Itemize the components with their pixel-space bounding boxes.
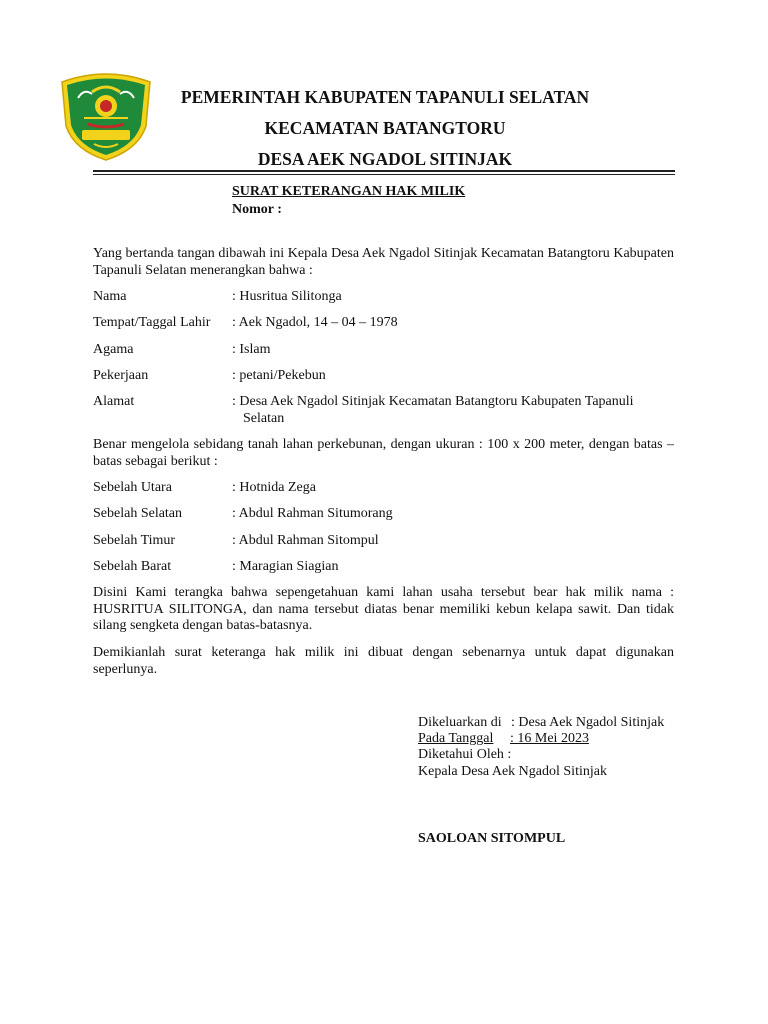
village-title: DESA AEK NGADOL SITINJAK xyxy=(257,149,513,169)
government-title: PEMERINTAH KABUPATEN TAPANULI SELATAN xyxy=(180,87,590,107)
birth-label: Tempat/Taggal Lahir xyxy=(93,315,211,330)
signer-position: Kepala Desa Aek Ngadol Sitinjak xyxy=(418,764,607,779)
address-value: : Desa Aek Ngadol Sitinjak Kecamatan Batangtoru Kabupaten Tapanuli xyxy=(232,394,634,409)
occupation-value: : petani/Pekebun xyxy=(232,368,326,383)
occupation-label: Pekerjaan xyxy=(93,368,149,383)
header-divider-thick xyxy=(93,170,675,172)
border-south-value: : Abdul Rahman Situmorang xyxy=(232,506,393,521)
birth-value: : Aek Ngadol, 14 – 04 – 1978 xyxy=(232,315,398,330)
religion-value: : Islam xyxy=(232,342,271,357)
issue-date-label: Pada Tanggal xyxy=(418,731,494,746)
letter-title: SURAT KETERANGAN HAK MILIK xyxy=(232,184,466,199)
border-north-label: Sebelah Utara xyxy=(93,480,172,495)
border-west-value: : Maragian Siagian xyxy=(232,559,339,574)
closing-paragraph: Demikianlah surat keteranga hak milik ini dibuat dengan sebenarnya untuk dapat digunakan seperlunya. xyxy=(93,645,674,677)
intro-paragraph: Yang bertanda tangan dibawah ini Kepala Desa Aek Ngadol Sitinjak Kecamatan Batangtoru Kabupaten Tapanuli Selatan menerangkan bahwa : xyxy=(93,246,674,278)
name-label: Nama xyxy=(93,289,127,304)
issued-place-label: Dikeluarkan di xyxy=(418,715,502,730)
border-east-label: Sebelah Timur xyxy=(93,533,176,548)
letter-number-label: Nomor : xyxy=(232,202,282,217)
statement-paragraph: Disini Kami terangka bahwa sepengetahuan kami lahan usaha tersebut bear hak milik nama : HUSRITUA SILITONGA, dan nama tersebut diatas benar memiliki kebun kelapa sawit. Dan tidak silang sengketa dengan batas-batasnya. xyxy=(93,585,674,633)
land-paragraph: Benar mengelola sebidang tanah lahan perkebunan, dengan ukuran : 100 x 200 meter, dengan batas – batas sebagai berikut : xyxy=(93,437,674,469)
district-title: KECAMATAN BATANGTORU xyxy=(264,118,506,138)
address-label: Alamat xyxy=(93,394,135,409)
signer-name: SAOLOAN SITOMPUL xyxy=(418,831,566,846)
border-west-label: Sebelah Barat xyxy=(93,559,172,574)
name-value: : Husritua Silitonga xyxy=(232,289,342,304)
issue-date-value: : 16 Mei 2023 xyxy=(510,731,589,746)
issued-place-value: : Desa Aek Ngadol Sitinjak xyxy=(511,715,665,730)
header-divider-thin xyxy=(93,174,675,175)
religion-label: Agama xyxy=(93,342,134,357)
border-south-label: Sebelah Selatan xyxy=(93,506,183,521)
border-east-value: : Abdul Rahman Sitompul xyxy=(232,533,379,548)
acknowledged-by-label: Diketahui Oleh : xyxy=(418,747,512,762)
address-value-continuation: Selatan xyxy=(243,411,285,426)
border-north-value: : Hotnida Zega xyxy=(232,480,316,495)
